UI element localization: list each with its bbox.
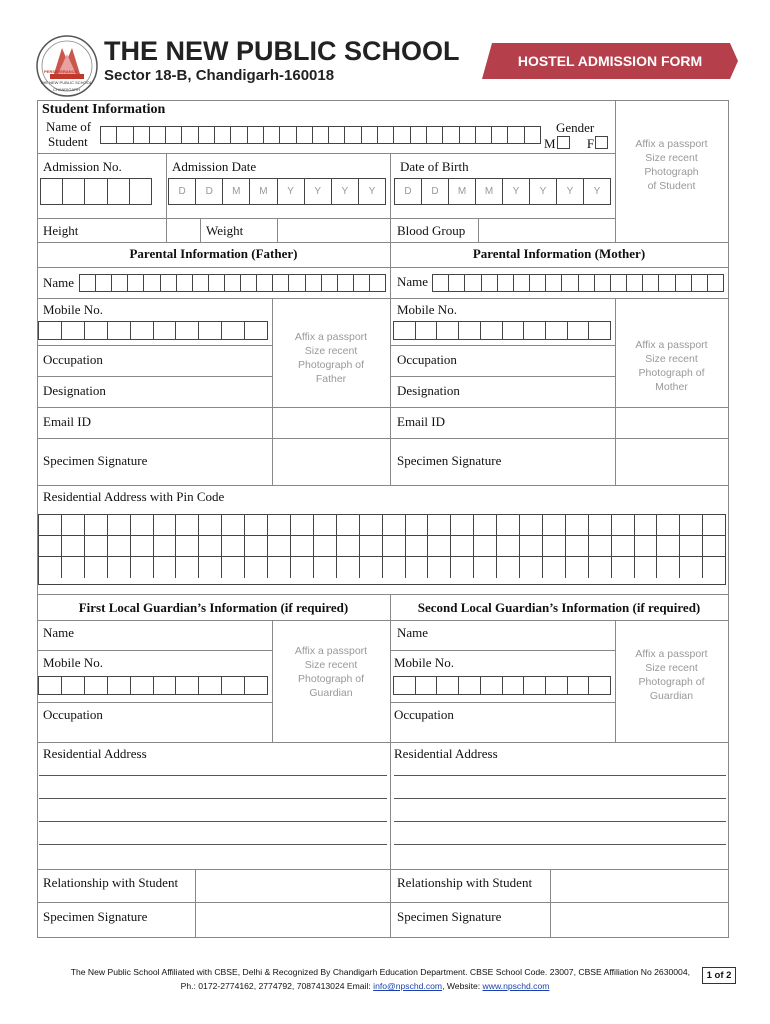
address-grid-cell[interactable] (291, 515, 314, 535)
address-grid-cell[interactable] (108, 557, 131, 578)
address-grid-cell[interactable] (635, 515, 658, 535)
address-grid-cell[interactable] (62, 515, 85, 535)
address-grid-cell[interactable] (222, 515, 245, 535)
address-grid-cell[interactable] (566, 515, 589, 535)
residential-address-label: Residential Address with Pin Code (43, 489, 225, 504)
address-grid-cell[interactable] (589, 557, 612, 578)
footer-line-1: The New Public School Affiliated with CBSE, Delhi & Recognized By Chandigarh Education Department. CBSE School Code. 23007, CBSE Affiliation No 2630004, (70, 967, 690, 977)
address-grid-cell[interactable] (543, 536, 566, 556)
guardian1-mobile-label: Mobile No. (43, 655, 103, 670)
address-grid-cell[interactable] (62, 536, 85, 556)
address-grid-cell[interactable] (428, 536, 451, 556)
address-grid-cell[interactable] (131, 536, 154, 556)
weight-label: Weight (206, 223, 244, 238)
residential-address-grid[interactable] (38, 514, 726, 585)
address-grid-cell[interactable] (62, 557, 85, 578)
address-grid-row[interactable] (39, 515, 725, 536)
logo-text-city: CHANDIGARH (53, 87, 80, 92)
address-grid-cell[interactable] (566, 557, 589, 578)
guardian2-relationship-label: Relationship with Student (397, 875, 533, 890)
address-grid-cell[interactable] (268, 515, 291, 535)
father-email-label: Email ID (43, 414, 92, 429)
address-grid-cell[interactable] (383, 557, 406, 578)
address-grid-cell[interactable] (108, 515, 131, 535)
address-grid-cell[interactable] (199, 515, 222, 535)
address-grid-cell[interactable] (680, 557, 703, 578)
address-grid-row[interactable] (39, 557, 725, 578)
address-grid-cell[interactable] (520, 557, 543, 578)
guardian2-address-label: Residential Address (394, 746, 498, 761)
guardian2-mobile-label: Mobile No. (394, 655, 454, 670)
mother-occupation-label: Occupation (397, 352, 457, 367)
address-grid-cell[interactable] (406, 515, 429, 535)
guardian2-section-title: Second Local Guardian’s Information (if required) (417, 600, 701, 615)
mother-section-title: Parental Information (Mother) (472, 246, 646, 261)
address-grid-cell[interactable] (497, 557, 520, 578)
guardian2-signature-label: Specimen Signature (397, 909, 502, 924)
guardian2-name-label: Name (397, 625, 429, 640)
address-grid-cell[interactable] (245, 515, 268, 535)
address-grid-row[interactable] (39, 536, 725, 557)
address-grid-cell[interactable] (383, 536, 406, 556)
guardian1-relationship-label: Relationship with Student (43, 875, 179, 890)
address-grid-cell[interactable] (680, 515, 703, 535)
student-photo-placeholder: Affix a passport Size recent Photograph of Student (635, 138, 708, 192)
father-section-title: Parental Information (Father) (129, 246, 298, 261)
mother-mobile-label: Mobile No. (397, 302, 457, 317)
footer-website-link[interactable]: www.npschd.com (482, 981, 550, 991)
guardian1-photo-placeholder: Affix a passport Size recent Photograph of Guardian (294, 645, 368, 699)
address-grid-cell[interactable] (474, 557, 497, 578)
address-grid-cell[interactable] (635, 557, 658, 578)
address-grid-cell[interactable] (314, 557, 337, 578)
address-grid-cell[interactable] (337, 557, 360, 578)
address-grid-cell[interactable] (451, 557, 474, 578)
form-title: HOSTEL ADMISSION FORM (517, 53, 703, 69)
address-grid-cell[interactable] (612, 515, 635, 535)
address-grid-cell[interactable] (428, 557, 451, 578)
page-number: 1 of 2 (702, 967, 736, 984)
address-grid-cell[interactable] (474, 515, 497, 535)
address-grid-cell[interactable] (703, 515, 725, 535)
gender-f-checkbox[interactable] (595, 136, 608, 149)
address-grid-cell[interactable] (85, 557, 108, 578)
mother-email-label: Email ID (397, 414, 446, 429)
address-grid-cell[interactable] (39, 536, 62, 556)
mother-designation-label: Designation (397, 383, 460, 398)
father-name-label: Name (43, 275, 75, 290)
gender-f-label: F (586, 136, 595, 151)
address-grid-cell[interactable] (154, 557, 177, 578)
address-grid-cell[interactable] (360, 557, 383, 578)
father-signature-label: Specimen Signature (43, 453, 148, 468)
address-grid-cell[interactable] (176, 515, 199, 535)
address-grid-cell[interactable] (406, 536, 429, 556)
address-grid-cell[interactable] (612, 536, 635, 556)
address-grid-cell[interactable] (131, 557, 154, 578)
address-grid-cell[interactable] (657, 536, 680, 556)
student-name-label-2: Student (48, 134, 88, 149)
address-grid-cell[interactable] (589, 515, 612, 535)
address-grid-cell[interactable] (497, 536, 520, 556)
dob-label: Date of Birth (400, 159, 469, 174)
address-grid-cell[interactable] (612, 557, 635, 578)
form-title-banner (482, 43, 738, 79)
school-name: THE NEW PUBLIC SCHOOL (104, 36, 460, 66)
address-grid-cell[interactable] (474, 536, 497, 556)
father-photo-placeholder: Affix a passport Size recent Photograph of Father (294, 331, 368, 385)
address-grid-cell[interactable] (268, 557, 291, 578)
guardian2-occupation-label: Occupation (394, 707, 454, 722)
guardian1-address-label: Residential Address (43, 746, 147, 761)
address-grid-cell[interactable] (314, 515, 337, 535)
mother-signature-label: Specimen Signature (397, 453, 502, 468)
height-label: Height (43, 223, 79, 238)
address-grid-cell[interactable] (520, 515, 543, 535)
address-grid-cell[interactable] (39, 515, 62, 535)
address-grid-cell[interactable] (291, 557, 314, 578)
father-mobile-label: Mobile No. (43, 302, 103, 317)
guardian1-signature-label: Specimen Signature (43, 909, 148, 924)
mother-photo-placeholder: Affix a passport Size recent Photograph of Mother (635, 339, 708, 393)
mother-name-label: Name (397, 274, 429, 289)
address-grid-cell[interactable] (497, 515, 520, 535)
address-grid-cell[interactable] (589, 536, 612, 556)
address-grid-cell[interactable] (635, 536, 658, 556)
admission-no-boxes[interactable] (40, 178, 152, 205)
address-grid-cell[interactable] (360, 515, 383, 535)
guardian1-section-title: First Local Guardian’s Information (if required) (78, 600, 349, 615)
address-grid-cell[interactable] (154, 515, 177, 535)
father-name-boxes[interactable] (79, 274, 386, 292)
footer-phone: Ph.: 0172-2774162, 2774792, 7087413024 Email: (180, 981, 374, 991)
blood-group-label: Blood Group (397, 223, 466, 238)
address-grid-cell[interactable] (176, 557, 199, 578)
address-grid-cell[interactable] (245, 557, 268, 578)
address-grid-cell[interactable] (314, 536, 337, 556)
address-grid-cell[interactable] (199, 557, 222, 578)
address-grid-cell[interactable] (657, 515, 680, 535)
guardian2-photo-placeholder: Affix a passport Size recent Photograph of Guardian (635, 648, 708, 702)
gender-m-label: M (544, 136, 556, 151)
address-grid-cell[interactable] (39, 557, 62, 578)
dob-boxes[interactable]: D D M M Y Y Y Y (394, 178, 611, 205)
guardian2-mobile-boxes[interactable] (393, 676, 611, 695)
student-name-boxes[interactable] (100, 126, 541, 144)
address-grid-cell[interactable] (291, 536, 314, 556)
student-section-title: Student Information (42, 102, 166, 117)
address-grid-cell[interactable] (108, 536, 131, 556)
guardian1-occupation-label: Occupation (43, 707, 103, 722)
footer-line-2 (40, 981, 690, 991)
address-grid-cell[interactable] (543, 557, 566, 578)
logo-text-top: PERSEVERANCE (44, 69, 78, 74)
address-grid-cell[interactable] (337, 536, 360, 556)
guardian1-name-label: Name (43, 625, 75, 640)
mother-mobile-boxes[interactable] (393, 321, 611, 340)
address-grid-cell[interactable] (543, 515, 566, 535)
address-grid-cell[interactable] (703, 536, 725, 556)
footer-email-link[interactable]: info@npschd.com (373, 981, 443, 991)
address-grid-cell[interactable] (199, 536, 222, 556)
address-grid-cell[interactable] (245, 536, 268, 556)
address-grid-cell[interactable] (85, 536, 108, 556)
address-grid-cell[interactable] (383, 515, 406, 535)
admission-date-label: Admission Date (172, 159, 257, 174)
address-grid-cell[interactable] (703, 557, 725, 578)
student-name-label-1: Name of (46, 119, 92, 134)
address-grid-cell[interactable] (85, 515, 108, 535)
address-grid-cell[interactable] (566, 536, 589, 556)
address-grid-cell[interactable] (222, 536, 245, 556)
address-grid-cell[interactable] (268, 536, 291, 556)
address-grid-cell[interactable] (428, 515, 451, 535)
logo-text-bottom: THE NEW PUBLIC SCHOOL (40, 80, 93, 85)
address-grid-cell[interactable] (222, 557, 245, 578)
address-grid-cell[interactable] (406, 557, 429, 578)
address-grid-cell[interactable] (451, 515, 474, 535)
address-grid-cell[interactable] (154, 536, 177, 556)
address-grid-cell[interactable] (360, 536, 383, 556)
footer-website-prefix: , Website: (442, 981, 483, 991)
address-grid-cell[interactable] (520, 536, 543, 556)
father-designation-label: Designation (43, 383, 106, 398)
address-grid-cell[interactable] (657, 557, 680, 578)
gender-label: Gender (556, 120, 595, 135)
school-address: Sector 18-B, Chandigarh-160018 (104, 67, 335, 84)
admission-no-label: Admission No. (43, 159, 122, 174)
address-grid-cell[interactable] (451, 536, 474, 556)
address-grid-cell[interactable] (176, 536, 199, 556)
admission-date-boxes[interactable]: D D M M Y Y Y Y (168, 178, 386, 205)
address-grid-cell[interactable] (131, 515, 154, 535)
guardian1-mobile-boxes[interactable] (38, 676, 268, 695)
mother-name-boxes[interactable] (432, 274, 724, 292)
gender-options (544, 136, 608, 152)
address-grid-cell[interactable] (680, 536, 703, 556)
address-grid-cell[interactable] (337, 515, 360, 535)
gender-m-checkbox[interactable] (557, 136, 570, 149)
father-mobile-boxes[interactable] (38, 321, 268, 340)
father-occupation-label: Occupation (43, 352, 103, 367)
